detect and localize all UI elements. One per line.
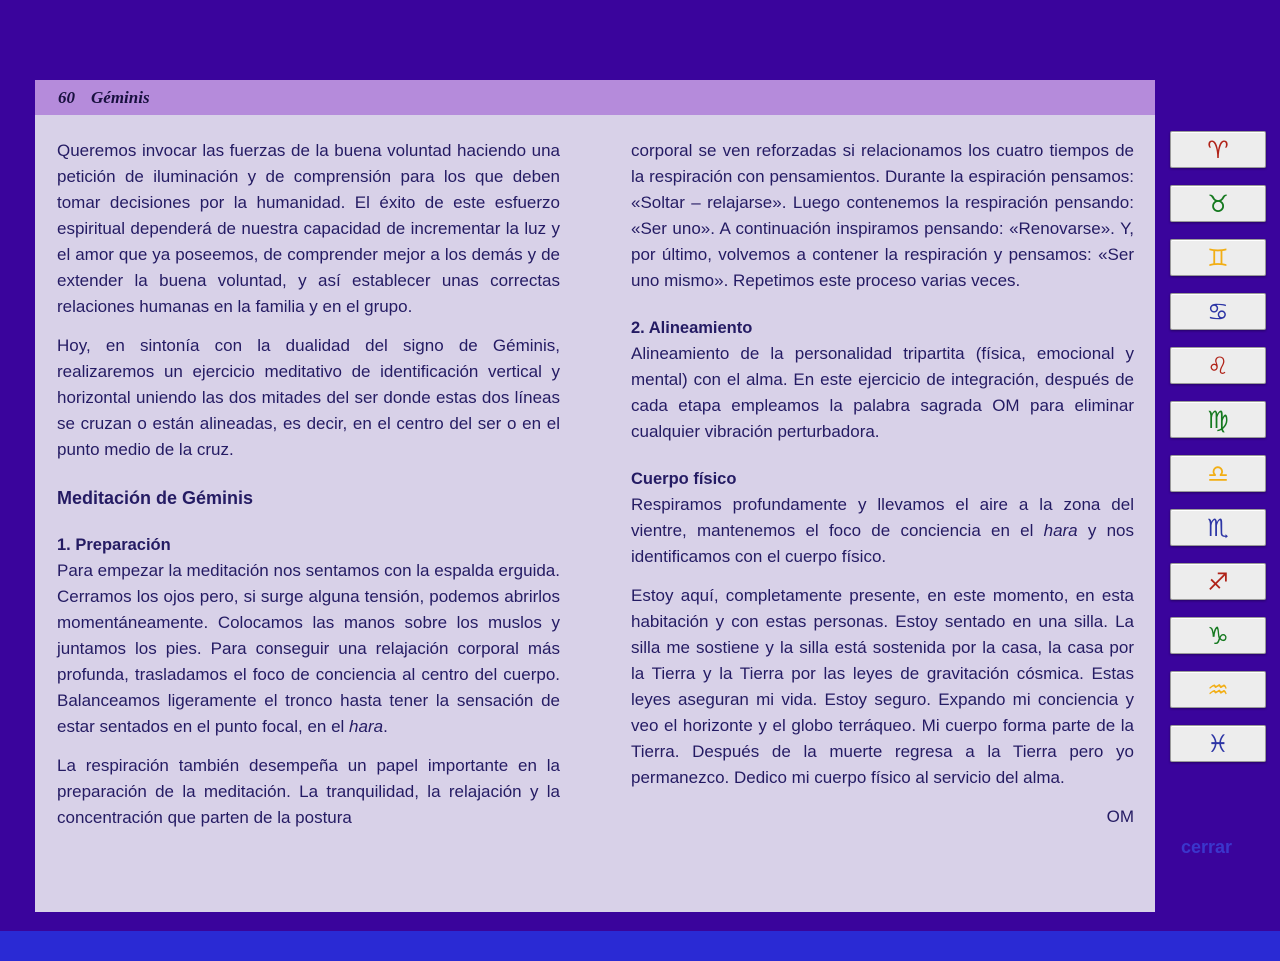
paragraph-respiracion: La respiración también desempeña un papel importante en la preparación de la meditación. La tranquilidad, la relajación y la concentración que parten de la postura xyxy=(57,756,560,827)
left-column xyxy=(57,138,560,884)
zodiac-button-virgo[interactable] xyxy=(1170,401,1266,438)
zodiac-button-escorpio[interactable] xyxy=(1170,509,1266,546)
zodiac-button-aries[interactable] xyxy=(1170,131,1266,168)
text-run: y nos identificamos con el cuerpo físico. xyxy=(631,521,1135,566)
zodiac-button-capricornio[interactable] xyxy=(1170,617,1266,654)
virgo-icon: ♍ xyxy=(1207,405,1229,434)
zodiac-button-libra[interactable] xyxy=(1170,455,1266,492)
zodiac-button-leo[interactable] xyxy=(1170,347,1266,384)
capricorn-icon: ♑ xyxy=(1207,621,1229,650)
zodiac-button-sagitario[interactable] xyxy=(1170,563,1266,600)
sagittarius-icon: ♐ xyxy=(1207,567,1229,596)
taurus-icon: ♉ xyxy=(1207,189,1229,218)
libra-icon: ♎ xyxy=(1207,459,1229,488)
zodiac-button-cancer[interactable] xyxy=(1170,293,1266,330)
om-mantra: OM xyxy=(1106,807,1134,826)
page-panel xyxy=(35,80,1155,912)
aquarius-icon: ♒ xyxy=(1207,675,1229,704)
bottom-strip xyxy=(0,931,1280,961)
paragraph-afirmacion: Estoy aquí, completamente presente, en este momento, en esta habitación y con estas personas. Estoy sentado en una silla. La silla me sostiene y la silla está sostenida por la casa, la casa por la Tierra y la Tierra por las leyes de gravitación cósmica. Estas leyes aseguran mi vida. Estoy seguro. Expando mi conciencia y veo el horizonte y el globo terráqueo. Mi cuerpo forma parte de la Tierra. Después de la muerte regresa a la Tierra pero yo permanezco. Dedico mi cuerpo físico al servicio del alma. xyxy=(631,586,1134,787)
paragraph-alineamiento: Alineamiento de la personalidad tripartita (física, emocional y mental) con el alma. En este ejercicio de integración, después de cada etapa empleamos la palabra sagrada OM para eliminar cualquier vibración perturbadora. xyxy=(631,344,1134,441)
zodiac-button-geminis[interactable] xyxy=(1170,239,1266,276)
page-title: Géminis xyxy=(91,87,150,107)
paragraph-respiracion-cont: corporal se ven reforzadas si relacionamos los cuatro tiempos de la respiración con pensamientos. Durante la espiración pensamos: «Soltar – relajarse». Luego contenemos la respiración pensando: «Ser uno». A continuación inspiramos pensando: «Renovarse». Y, por último, volvemos a contener la respiración y pensamos: «Ser uno mismo». Repetimos este proceso varias veces. xyxy=(631,141,1134,290)
scorpio-icon: ♏ xyxy=(1207,513,1229,542)
page-header xyxy=(35,80,1155,115)
sub-heading-preparacion: 1. Preparación xyxy=(57,536,171,554)
paragraph-preparacion xyxy=(57,558,560,740)
paragraph-invocacion: Queremos invocar las fuerzas de la buena voluntad haciendo una petición de iluminación y de comprensión para los que deben tomar decisiones por la humanidad. El éxito de este esfuerzo espiritual dependerá de nuestra capacidad de incrementar la luz y el amor que ya poseemos, de comprender mejor a los demás y de extender la buena voluntad, y así establecer unas correctas relaciones humanas en la familia y en el grupo. xyxy=(57,141,560,316)
close-link[interactable]: cerrar xyxy=(1181,837,1233,857)
sub-heading-alineamiento: 2. Alineamiento xyxy=(631,319,753,337)
hara-emphasis: hara xyxy=(1043,521,1078,540)
text-run: Para empezar la meditación nos sentamos con la espalda erguida. Cerramos los ojos pero, si surge alguna tensión, podemos abrirlos momentáneamente. Colocamos las manos sobre los muslos y juntamos los pies. Para conseguir una relajación corporal más profunda, trasladamos el foco de conciencia al centro del cuerpo. Balanceamos ligeramente el tronco hasta tener la sensación de estar sentados en el punto focal, en el xyxy=(57,561,560,736)
gemini-icon: ♊ xyxy=(1207,243,1229,272)
paragraph-dualidad: Hoy, en sintonía con la dualidad del signo de Géminis, realizaremos un ejercicio meditativo de identificación vertical y horizontal uniendo las dos mitades del ser donde estas dos líneas se cruzan o están alineadas, es decir, en el centro del ser o en el punto medio de la cruz. xyxy=(57,336,560,459)
leo-icon: ♌ xyxy=(1207,351,1229,380)
sub-heading-cuerpo-fisico: Cuerpo físico xyxy=(631,470,737,488)
paragraph-cuerpo-fisico xyxy=(631,492,1134,570)
page-body xyxy=(35,115,1155,912)
text-run: . xyxy=(383,717,388,736)
hara-emphasis: hara xyxy=(349,717,384,736)
zodiac-button-piscis[interactable] xyxy=(1170,725,1266,762)
aries-icon: ♈ xyxy=(1207,135,1229,164)
section-heading-meditacion: Meditación de Géminis xyxy=(57,488,254,508)
text-run: Respiramos profundamente y llevamos el aire a la zona del vientre, mantenemos el foco de conciencia en el xyxy=(631,495,1134,540)
cancer-icon: ♋ xyxy=(1207,297,1229,326)
pisces-icon: ♓ xyxy=(1207,729,1229,758)
zodiac-sidebar xyxy=(1170,131,1266,762)
page-number: 60 xyxy=(58,87,75,107)
zodiac-button-tauro[interactable] xyxy=(1170,185,1266,222)
zodiac-button-acuario[interactable] xyxy=(1170,671,1266,708)
right-column xyxy=(631,138,1134,884)
